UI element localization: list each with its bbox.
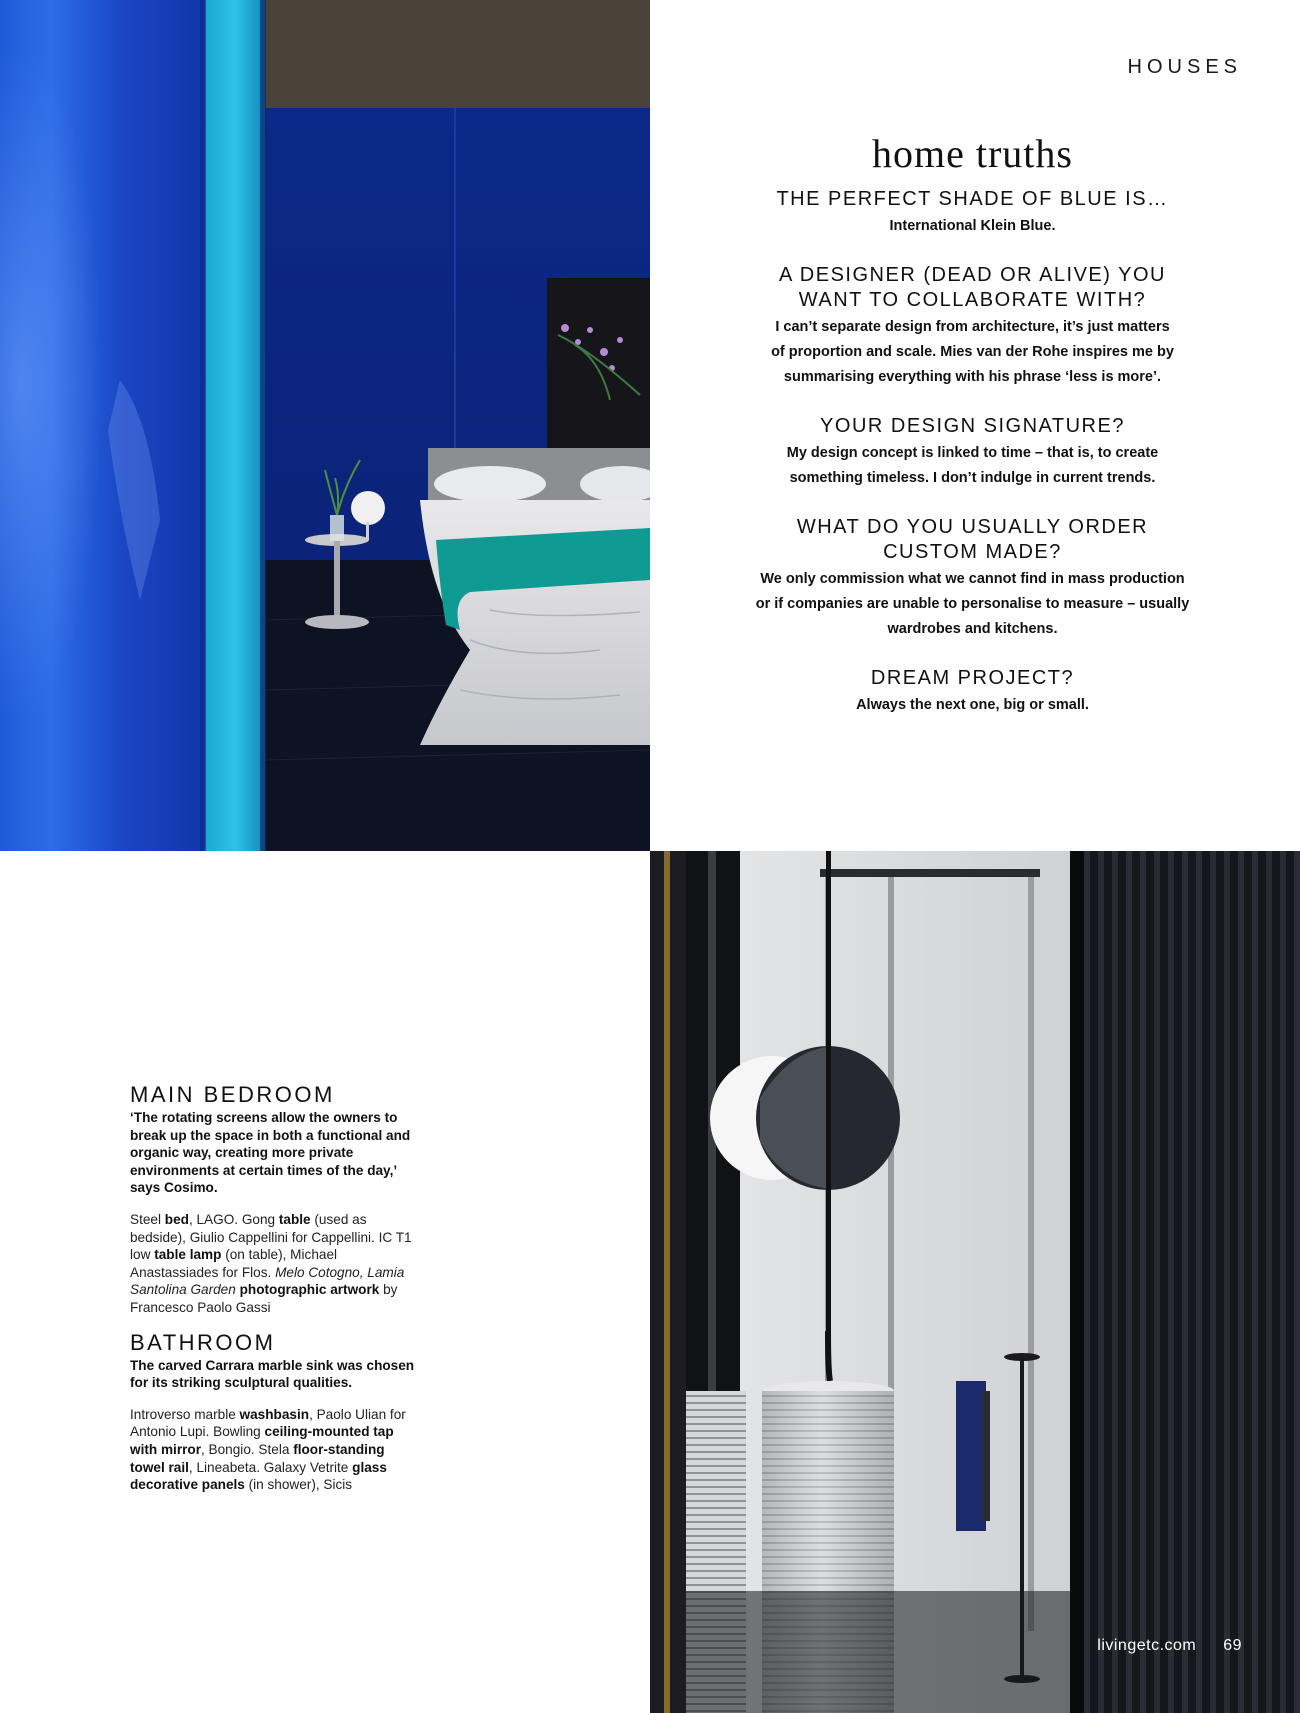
caption-bathroom [130,1331,420,1494]
qa-title: home truths [872,131,1073,176]
credit-fragment: (on table), Michael Anastassiades for Flos. [130,1247,338,1280]
credit-fragment: table lamp [154,1247,222,1263]
caption-credits [130,1406,420,1494]
caption-credits [130,1211,420,1317]
qa-item [700,414,1245,491]
qa-question: WHAT DO YOU USUALLY ORDER CUSTOM MADE? [796,516,1149,563]
captions [130,1083,420,1494]
credit-fragment: washbasin [239,1406,310,1422]
credit-fragment: glass decorative panels [130,1459,387,1493]
qa-answer: We only commission what we cannot find in mass production or if companies are unable to personalise to measure – usually wardrobes and kitchens. [755,571,1190,637]
qa-question: DREAM PROJECT? [870,667,1075,689]
bathroom-photo [650,851,1300,1713]
qa-block [700,130,1245,742]
credit-fragment: ceiling-mounted tap with mirror [130,1424,394,1457]
credit-fragment: Melo Cotogno, Lamia Santolina Garden [130,1264,405,1298]
credit-fragment: Steel [130,1211,165,1227]
qa-answer: International Klein Blue. [889,218,1056,234]
qa-answer: Always the next one, big or small. [856,697,1089,713]
qa-item [700,515,1245,642]
qa-item [700,187,1245,239]
credit-fragment: bed [164,1211,189,1227]
qa-answer: I can’t separate design from architecture, it’s just matters of proportion and scale. Mies van der Rohe inspires me by summarising everything with his phrase ‘less is more’. [771,319,1174,385]
bedroom-photo [0,0,650,851]
credit-fragment: table [278,1211,311,1227]
credit-fragment: by Francesco Paolo Gassi [130,1282,398,1315]
page-number: 69 [1223,1637,1242,1654]
caption-quote: ‘The rotating screens allow the owners to break up the space in both a functional and organic way, creating more private environments at certain times of the day,’ says Cosimo. [130,1110,411,1196]
caption-quote: The carved Carrara marble sink was chosen for its striking sculptural qualities. [130,1357,415,1391]
caption-heading: MAIN BEDROOM [130,1082,335,1107]
credit-fragment: , LAGO. Gong [188,1211,279,1227]
qa-item [700,263,1245,390]
qa-answer: My design concept is linked to time – that is, to create something timeless. I don’t indulge in current trends. [786,445,1159,486]
qa-item [700,666,1245,718]
section-tag: HOUSES [1127,56,1242,78]
qa-question: A DESIGNER (DEAD OR ALIVE) YOU WANT TO COLLABORATE WITH? [779,264,1166,311]
caption-heading: BATHROOM [130,1329,276,1355]
credit-fragment: Introverso marble [130,1406,240,1422]
footer [1097,1637,1242,1655]
credit-fragment: floor-standing towel rail [130,1441,385,1475]
qa-question: YOUR DESIGN SIGNATURE? [820,415,1125,437]
qa-question: THE PERFECT SHADE OF BLUE IS… [776,188,1169,210]
credit-fragment: , Lineabeta. Galaxy Vetrite [188,1459,353,1475]
footer-site: livingetc.com [1097,1637,1197,1654]
credit-fragment: photographic artwork [239,1282,380,1298]
credit-fragment: (used as bedside), Giulio Cappellini for Cappellini. IC T1 low [130,1211,412,1263]
credit-fragment: , Bongio. Stela [201,1441,294,1457]
credit-fragment: , Paolo Ulian for Antonio Lupi. Bowling [130,1406,406,1440]
credit-fragment: (in shower), Sicis [244,1477,353,1493]
caption-bedroom [130,1083,420,1317]
